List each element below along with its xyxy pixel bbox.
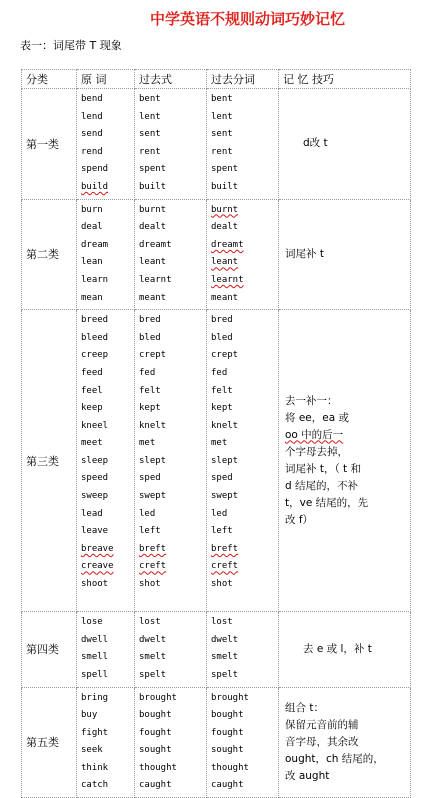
category-cell: 第一类 (22, 89, 77, 200)
base-form-word: smell (81, 652, 109, 663)
past-tense-word: knelt (139, 420, 167, 431)
past-participle-word: smelt (211, 652, 239, 663)
past-participle-word: shot (211, 579, 233, 590)
base-form-cell (77, 199, 135, 310)
past-participle-word: spelt (211, 669, 239, 680)
past-tense-word: fed (139, 367, 156, 378)
memory-tip-line: 将 ee，ea 或 (285, 411, 349, 424)
table-caption: 表一：词尾带 T 现象 (20, 39, 122, 52)
base-form-word: breave (81, 543, 114, 554)
past-tense-word: spelt (139, 669, 167, 680)
past-participle-word: creft (211, 561, 239, 572)
memory-tip-cell (279, 687, 411, 798)
past-tense-word: sought (139, 745, 172, 756)
base-form-word: dream (81, 239, 109, 250)
past-participle-word: meant (211, 292, 239, 303)
past-participle-word: bent (211, 94, 233, 104)
past-tense-cell (135, 199, 207, 310)
base-form-word: creep (81, 350, 109, 361)
past-tense-word: dealt (139, 222, 167, 233)
base-form-word: learn (81, 274, 109, 285)
past-participle-word: swept (211, 491, 239, 502)
table-body (22, 89, 411, 798)
table-row (22, 89, 411, 200)
past-tense-word: smelt (139, 652, 167, 663)
header-past-tense: 过去式 (135, 70, 207, 89)
past-participle-word: spent (211, 164, 239, 175)
memory-tip-line: 个字母去掉， (285, 445, 348, 458)
past-tense-word: creft (139, 561, 167, 572)
base-form-word: spell (81, 669, 109, 680)
memory-tip-line: ought，ch 结尾的， (285, 752, 384, 765)
memory-tip-line: 去一补一： (285, 394, 338, 407)
past-participle-word: sped (211, 473, 233, 484)
header-past-participle: 过去分词 (207, 70, 279, 89)
memory-tip-line: 改 aught (285, 769, 330, 782)
category-cell: 第四类 (22, 612, 77, 687)
past-participle-word: fed (211, 367, 228, 378)
past-participle-word: sought (211, 745, 244, 756)
base-form-word: leave (81, 526, 109, 537)
irregular-verbs-table (21, 69, 411, 798)
base-form-word: think (81, 762, 109, 773)
past-participle-word: slept (211, 455, 239, 466)
table-row (22, 310, 411, 612)
base-form-word: keep (81, 403, 103, 414)
past-participle-word: breft (211, 543, 239, 554)
memory-tip-line: 音字母，其余改 (285, 735, 359, 748)
past-participle-word: bred (211, 315, 233, 326)
past-tense-word: burnt (139, 204, 167, 215)
past-tense-word: fought (139, 727, 172, 738)
past-tense-cell (135, 310, 207, 612)
base-form-word: creave (81, 561, 114, 572)
past-tense-cell (135, 89, 207, 200)
past-tense-word: swept (139, 491, 167, 502)
past-tense-word: bred (139, 315, 161, 326)
past-tense-word: spent (139, 164, 167, 175)
past-participle-cell (207, 89, 279, 200)
base-form-word: bend (81, 94, 103, 104)
past-tense-word: sent (139, 129, 161, 140)
memory-tip-cell (279, 89, 411, 200)
base-form-word: spend (81, 164, 109, 175)
memory-tip-cell (279, 612, 411, 687)
base-form-word: deal (81, 222, 103, 233)
base-form-word: mean (81, 292, 103, 303)
past-tense-word: dwelt (139, 634, 167, 645)
base-form-word: lose (81, 617, 103, 628)
past-participle-word: knelt (211, 420, 239, 431)
past-tense-word: sped (139, 473, 161, 484)
past-tense-word: thought (139, 762, 177, 773)
past-tense-word: kept (139, 403, 161, 414)
base-form-word: feed (81, 367, 103, 378)
base-form-cell (77, 310, 135, 612)
base-form-word: build (81, 181, 109, 192)
header-base-form: 原 词 (77, 70, 135, 89)
past-participle-word: felt (211, 385, 233, 396)
header-memory-tip: 记 忆 技巧 (279, 70, 411, 89)
base-form-word: speed (81, 473, 109, 484)
base-form-word: bleed (81, 332, 109, 343)
past-tense-word: leant (139, 257, 167, 268)
past-tense-word: bought (139, 710, 172, 721)
base-form-cell (77, 612, 135, 687)
memory-tip-line: 改 f） (285, 513, 314, 526)
past-participle-cell (207, 687, 279, 798)
past-participle-word: lent (211, 111, 233, 122)
past-participle-word: led (211, 508, 228, 519)
past-tense-word: lost (139, 617, 161, 628)
past-participle-word: left (211, 526, 233, 537)
past-tense-word: left (139, 526, 161, 537)
past-participle-word: dwelt (211, 634, 239, 645)
past-participle-word: fought (211, 727, 244, 738)
memory-tip-cell (279, 199, 411, 310)
memory-tip-line: 保留元音前的辅 (285, 718, 359, 731)
past-participle-word: dreamt (211, 239, 244, 250)
base-form-word: seek (81, 745, 103, 756)
base-form-word: dwell (81, 634, 109, 645)
category-cell: 第三类 (22, 310, 77, 612)
past-tense-word: breft (139, 543, 167, 554)
base-form-word: lend (81, 111, 103, 122)
base-form-word: send (81, 129, 103, 140)
past-participle-word: rent (211, 146, 233, 157)
past-tense-word: caught (139, 780, 172, 791)
past-tense-word: slept (139, 455, 167, 466)
memory-tip-line: d 结尾的，不补 (285, 479, 359, 492)
past-tense-word: dreamt (139, 239, 172, 250)
past-tense-word: led (139, 508, 156, 519)
past-participle-word: bought (211, 710, 244, 721)
base-form-word: shoot (81, 579, 109, 590)
header-category: 分类 (22, 70, 77, 89)
base-form-word: meet (81, 438, 103, 449)
base-form-word: bring (81, 692, 109, 703)
document-title: 中学英语不规则动词巧妙记忆 (150, 10, 346, 28)
base-form-word: catch (81, 780, 109, 791)
past-tense-word: bent (139, 94, 161, 104)
past-participle-word: lost (211, 617, 233, 628)
base-form-cell (77, 687, 135, 798)
memory-tip-line: oo 中的后一 (285, 428, 344, 441)
table-row (22, 612, 411, 687)
memory-tip-line: 组合 t： (285, 701, 324, 714)
category-cell: 第二类 (22, 199, 77, 310)
memory-tip-line: d改 t (303, 137, 328, 150)
past-tense-word: met (139, 438, 156, 449)
past-tense-word: bled (139, 332, 161, 343)
base-form-word: rend (81, 146, 103, 157)
memory-tip-cell (279, 310, 411, 612)
table-row (22, 199, 411, 310)
base-form-word: burn (81, 204, 103, 215)
past-tense-word: learnt (139, 274, 172, 285)
past-tense-word: crept (139, 350, 167, 361)
base-form-cell (77, 89, 135, 200)
past-participle-word: caught (211, 780, 244, 791)
past-participle-word: bled (211, 332, 233, 343)
past-participle-word: thought (211, 762, 249, 773)
memory-tip-line: 去 e 或 l，补 t (303, 642, 372, 655)
past-participle-cell (207, 612, 279, 687)
past-tense-cell (135, 612, 207, 687)
past-tense-word: brought (139, 692, 177, 703)
past-tense-word: built (139, 181, 167, 192)
past-tense-word: shot (139, 579, 161, 590)
past-participle-word: sent (211, 129, 233, 140)
table-header-row (22, 70, 411, 89)
memory-tip-line: 词尾补 t (285, 247, 324, 260)
base-form-word: fight (81, 727, 109, 738)
base-form-word: sweep (81, 491, 109, 502)
past-participle-word: learnt (211, 274, 244, 285)
past-participle-word: brought (211, 692, 249, 703)
base-form-word: sleep (81, 455, 109, 466)
base-form-word: feel (81, 385, 103, 396)
base-form-word: lean (81, 257, 103, 268)
past-participle-word: burnt (211, 204, 239, 215)
past-participle-word: kept (211, 403, 233, 414)
base-form-word: buy (81, 710, 98, 721)
past-participle-cell (207, 199, 279, 310)
past-participle-word: leant (211, 257, 239, 268)
past-participle-cell (207, 310, 279, 612)
past-tense-word: felt (139, 385, 161, 396)
base-form-word: kneel (81, 420, 109, 431)
memory-tip-line: t，ve 结尾的，先 (285, 496, 369, 509)
past-tense-word: lent (139, 111, 161, 122)
memory-tip-line: 词尾补 t，（ t 和 (285, 462, 361, 475)
past-participle-word: built (211, 181, 239, 192)
base-form-word: lead (81, 508, 103, 519)
past-participle-word: crept (211, 350, 239, 361)
past-tense-word: rent (139, 146, 161, 157)
past-tense-cell (135, 687, 207, 798)
base-form-word: breed (81, 315, 109, 326)
past-participle-word: dealt (211, 222, 239, 233)
past-participle-word: met (211, 438, 228, 449)
past-tense-word: meant (139, 292, 167, 303)
table-row (22, 687, 411, 798)
category-cell: 第五类 (22, 687, 77, 798)
